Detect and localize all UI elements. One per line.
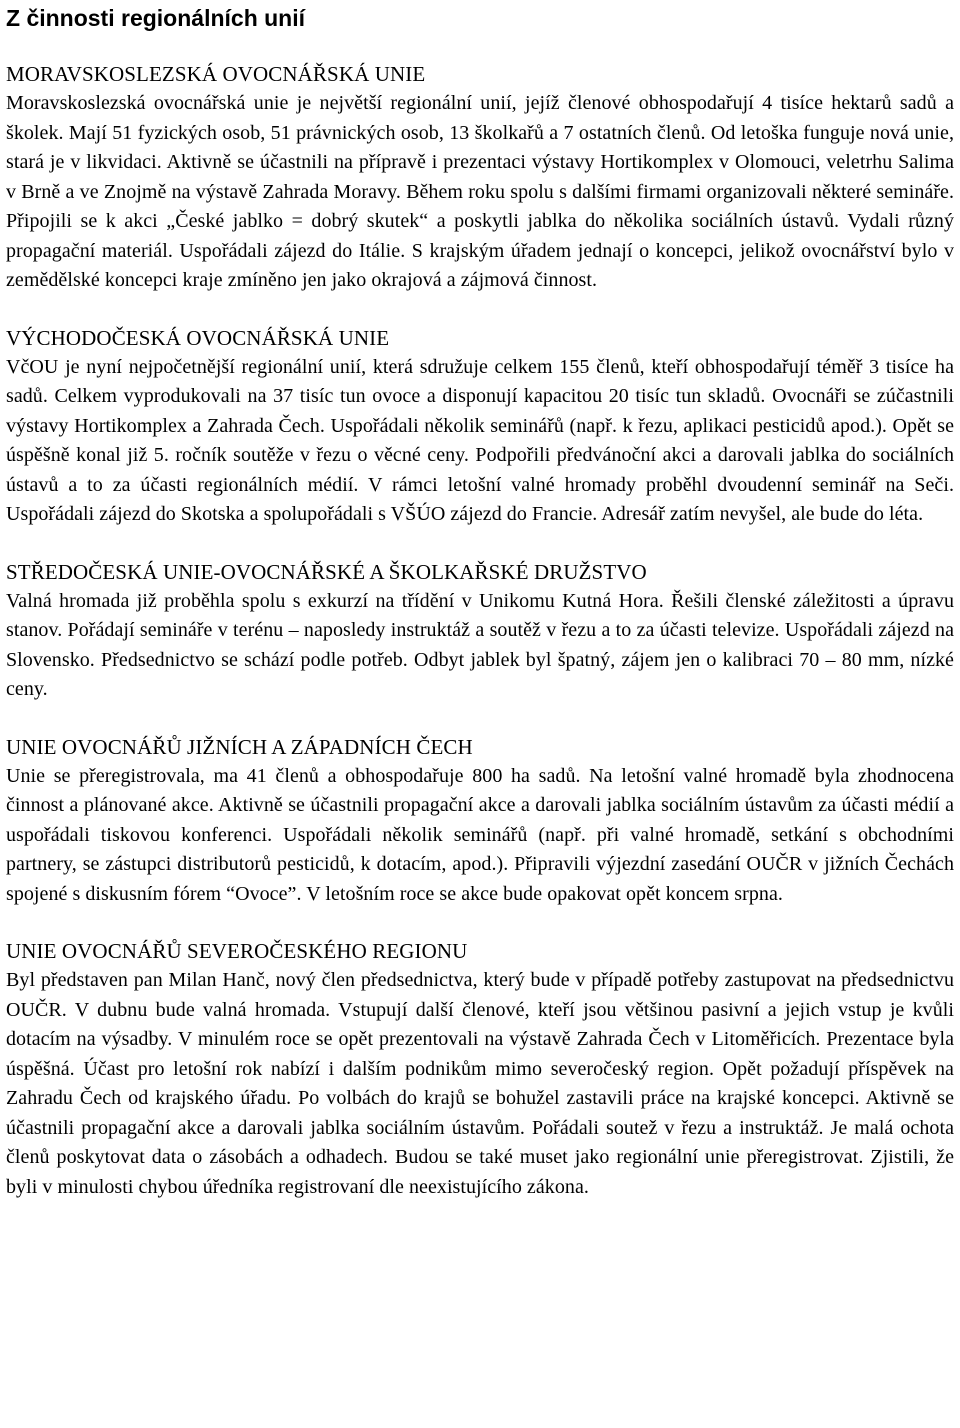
section-body: Valná hromada již proběhla spolu s exkurzí na třídění v Unikomu Kutná Hora. Řešili členské záležitosti a úpravu stanov. Pořádají semináře v terénu – naposledy instruktáž a soutěž v řezu a to za účasti televize. Uspořádali zájezd na Slovensko. Předsednictvo se schází podle potřeb. Odbyt jablek byl špatný, zájem jen o kalibraci 70 – 80 mm, nízké ceny. — [6, 589, 954, 700]
document-page — [0, 4, 960, 1202]
section-body: Moravskoslezská ovocnářská unie je největší regionální unií, jejíž členové obhospodařují 4 tisíce hektarů sadů a školek. Mají 51 fyzických osob, 51 právnických osob, 13 školkařů a 7 ostatních členů. Od letoška funguje nová unie, stará je v likvidaci. Aktivně se účastnili na přípravě i prezentaci výstavy Hortikomplex v Olomouci, veletrhu Salima v Brně a ve Znojmě na výstavě Zahrada Moravy. Během roku spolu s dalšími firmami organizovali některé semináře. Připojili se k akci „České jablko = dobrý skutek“ a poskytli jablka do několika sociálních ústavů. Vydali různý propagační materiál. Uspořádali zájezd do Itálie. S krajským úřadem jednají o koncepci, jelikož ovocnářství bylo v zemědělské koncepci kraje zmíněno jen jako okrajová a zájmová činnost. — [6, 92, 954, 291]
section-heading: VÝCHODOČESKÁ OVOCNÁŘSKÁ UNIE — [6, 325, 390, 350]
section-body: Unie se přeregistrovala, ma 41 členů a obhospodařuje 800 ha sadů. Na letošní valné hromadě byla zhodnocena činnost a plánované akce. Aktivně se účastnili propagační akce a darovali jablka sociálním ústavům za účasti médií a uspořádali tiskovou konferenci. Uspořádali několik seminářů (např. při valné hromadě, setkání s obchodními partnery, se zástupci distributorů pesticidů, k dotacím, apod.). Připravili výjezdní zasedání OUČR v jižních Čechách spojené s diskusním fórem “Ovoce”. V letošním roce se akce bude opakovat opět koncem srpna. — [6, 764, 954, 905]
document-title: Z činnosti regionálních unií — [6, 5, 306, 31]
section-severoceska — [6, 937, 954, 1202]
section-heading: UNIE OVOCNÁŘŮ JIŽNÍCH A ZÁPADNÍCH ČECH — [6, 734, 473, 759]
section-heading: UNIE OVOCNÁŘŮ SEVEROČESKÉHO REGIONU — [6, 939, 468, 963]
section-body: Byl představen pan Milan Hanč, nový člen předsednictva, který bude v případě potřeby zastupovat na předsednictvu OUČR. V dubnu bude valná hromada. Vstupují další členové, kteří jsou většinou pasivní a jejich vstup je kvůli dotacím na výsadby. V minulém roce se opět prezentovali na výstavě Zahrada Čech v Litoměřicích. Prezentace byla úspěšná. Účast pro letošní rok nabízí i dalším podnikům mimo severočeský region. Opět požadují příspěvek na Zahradu Čech od krajského úřadu. Po volbách do krajů se bohužel zastavili práce na krajské koncepci. Aktivně se účastnili propagační akce a darovali jablka sociálním ústavům. Pořádali soutež v řezu a instruktáž. Je malá ochota členů poskytovat data o zásobách a odhadech. Budou se také muset jako regionální unie přeregistrovat. Zjistili, že byli v minulosti chybou úředníka registrovaní dle neexistujícího zákona. — [6, 969, 954, 1198]
section-jizni-zapadni-cechy — [6, 733, 954, 910]
section-body: VčOU je nyní nejpočetnější regionální unií, která sdružuje celkem 155 členů, kteří obhospodařují téměř 3 tisíce ha sadů. Celkem vyprodukovali na 37 tisíc tun ovoce a disponují kapacitou 20 tisíc tun skladů. Ovocnáři se zúčastnili výstavy Hortikomplex a Zahrada Čech. Uspořádali několik seminářů (např. k řezu, aplikaci pesticidů apod.). Opět se úspěšně konal již 5. ročník soutěže v řezu o věcné ceny. Podpořili předvánoční akci a darovali jablka do sociálních ústavů a to za účasti regionálních médií. V rámci letošní valné hromady proběhl dvoudenní seminář na Seči. Uspořádali zájezd do Skotska a spolupořádali s VŠÚO zájezd do Francie. Adresář zatím nevyšel, ale bude do léta. — [6, 355, 954, 525]
section-stredoceska — [6, 558, 954, 705]
section-heading: STŘEDOČESKÁ UNIE-OVOCNÁŘSKÉ A ŠKOLKAŘSKÉ DRUŽSTVO — [6, 559, 647, 584]
section-moravskoslezska — [6, 60, 954, 296]
section-vychodoceska — [6, 324, 954, 530]
section-heading: MORAVSKOSLEZSKÁ OVOCNÁŘSKÁ UNIE — [6, 62, 426, 86]
